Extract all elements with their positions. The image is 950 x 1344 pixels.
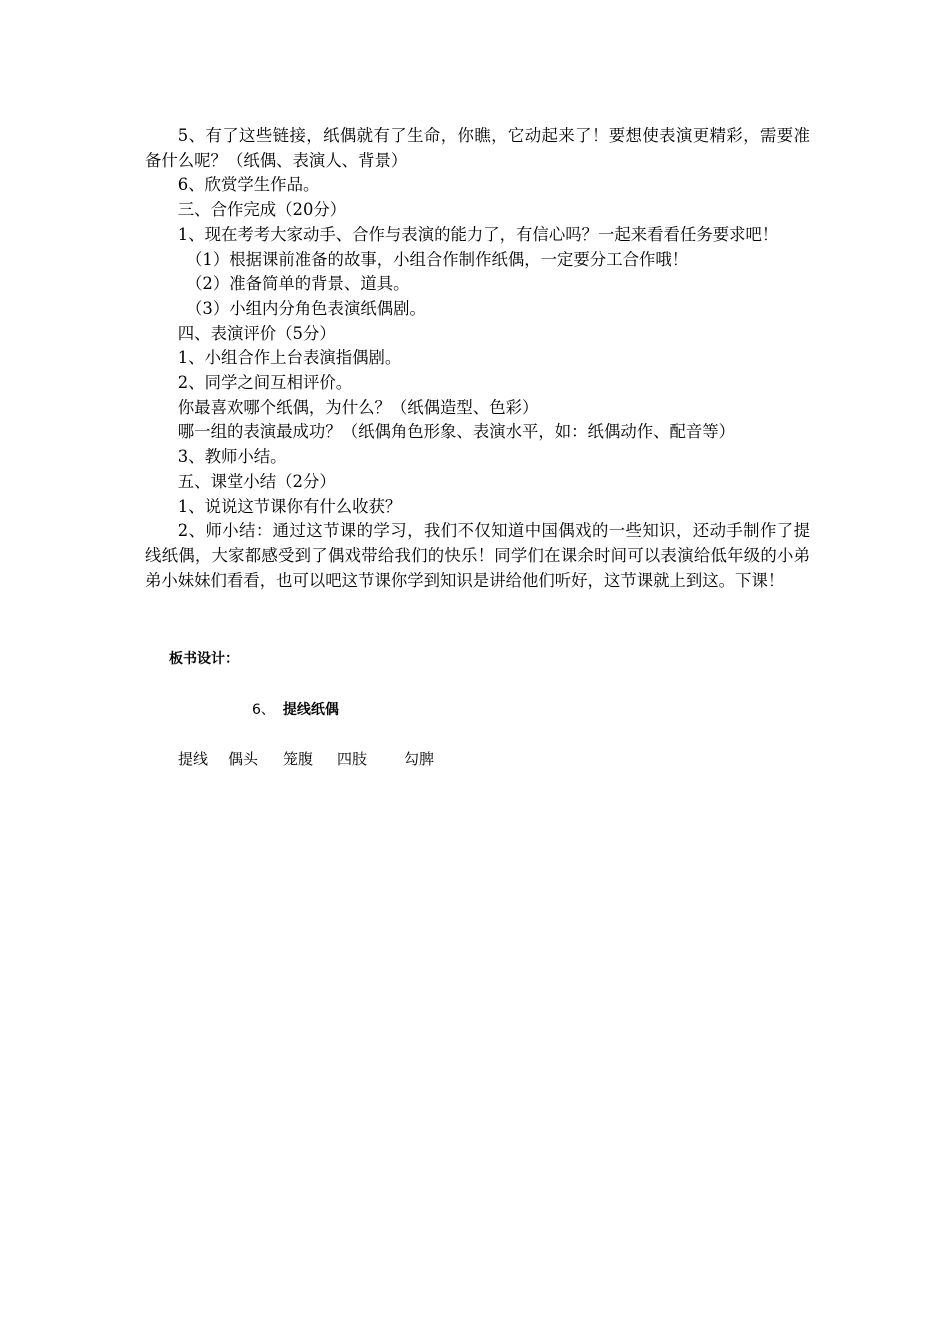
summary-item-2: 2、师小结：通过这节课的学习，我们不仅知道中国偶戏的一些知识，还动手制作了提线纸偶，大家都感受到了偶戏带给我们的快乐！同学们在课余时间可以表演给低年级的小弟弟小妹妹们看看，也可以吧这节课你学到知识是讲给他们听好，这节课就上到这。下课！ (145, 521, 810, 590)
section-heading-cooperation: 三、合作完成（20分） (177, 200, 347, 220)
board-title-text: 提线纸偶 (282, 702, 339, 718)
task-item-2: （2）准备简单的背景、道具。 (186, 274, 410, 294)
section-heading-evaluation: 四、表演评价（5分） (177, 323, 336, 343)
board-term: 勾脾 (404, 750, 435, 768)
board-term: 偶头 (228, 750, 259, 768)
paragraph-task-intro: 1、现在考考大家动手、合作与表演的能力了，有信心吗？一起来看看任务要求吧！ (177, 224, 779, 244)
summary-item-1: 1、说说这节课你有什么收获？ (177, 496, 402, 516)
task-item-3: （3）小组内分角色表演纸偶剧。 (186, 298, 426, 318)
board-title-number: 6、 (252, 702, 275, 718)
evaluation-question-2: 哪一组的表演最成功？（纸偶角色形象、表演水平，如：纸偶动作、配音等） (177, 422, 736, 442)
lesson-body (145, 124, 810, 593)
evaluation-item-2: 2、同学之间互相评价。 (177, 373, 353, 393)
paragraph-step-5: 5、有了这些链接，纸偶就有了生命，你瞧，它动起来了！要想使表演更精彩，需要准备什么呢？（纸偶、表演人、背景） (145, 126, 810, 170)
task-item-1: （1）根据课前准备的故事，小组合作制作纸偶，一定要分工合作哦！ (186, 249, 689, 269)
evaluation-question-1: 你最喜欢哪个纸偶，为什么？（纸偶造型、色彩） (177, 397, 539, 417)
board-term: 四肢 (337, 750, 368, 768)
board-title (252, 700, 339, 720)
board-design-label: 板书设计： (169, 651, 239, 667)
board-term: 提线 (178, 750, 209, 768)
board-term: 笼腹 (283, 750, 314, 768)
evaluation-item-3: 3、教师小结。 (177, 447, 287, 467)
section-heading-summary: 五、课堂小结（2分） (177, 471, 336, 491)
evaluation-item-1: 1、小组合作上台表演指偶剧。 (177, 348, 402, 368)
paragraph-step-6: 6、欣赏学生作品。 (177, 175, 320, 195)
